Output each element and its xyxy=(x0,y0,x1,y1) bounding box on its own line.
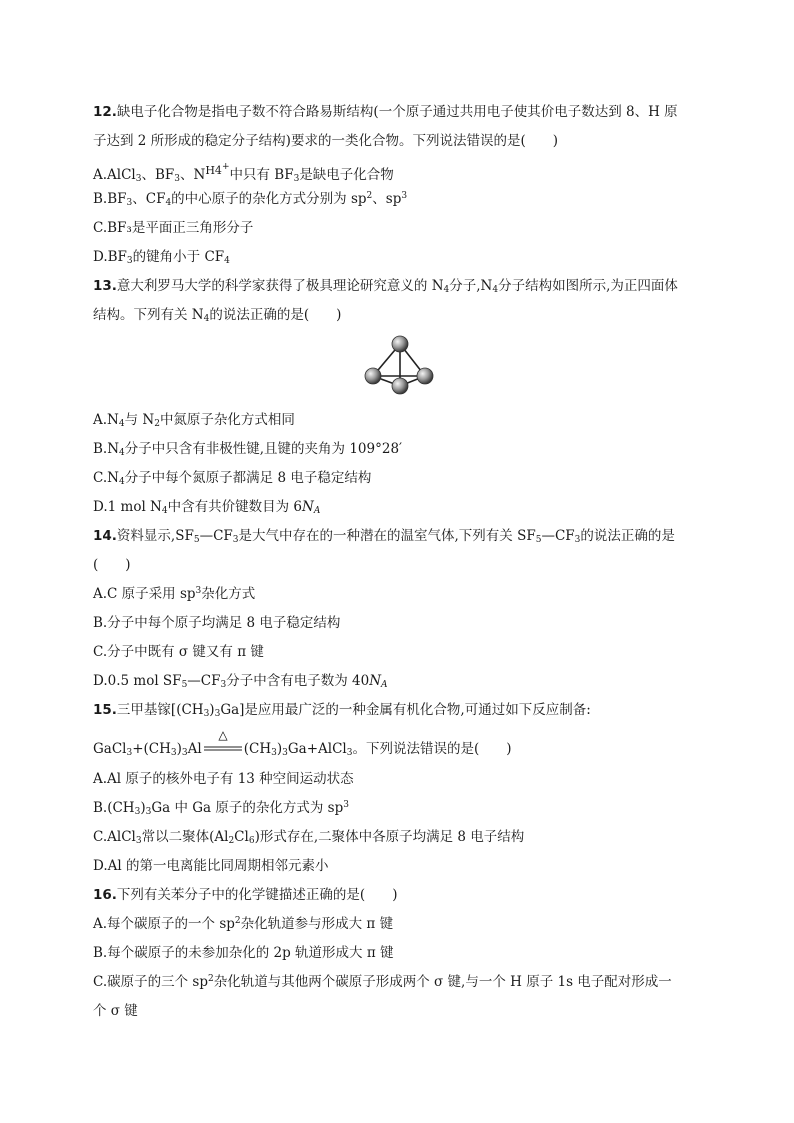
q16-number: 16. xyxy=(93,887,117,903)
q12-option-b: $B.BF_3$、$CF_4$的中心原子的杂化方式分别为 $sp^2$、$sp^3$ xyxy=(93,191,408,208)
q13-number: 13. xyxy=(93,278,117,294)
q16-option-a: A.每个碳原子的一个 $sp^2$杂化轨道参与形成大 π 键 xyxy=(93,916,394,932)
q16-option-c-line2: 个 σ 键 xyxy=(93,1003,138,1019)
q12-stem-line2: 子达到 2 所形成的稳定分子结构)要求的一类化合物。下列说法错误的是( ) xyxy=(93,133,558,149)
nitrogen-atom-right xyxy=(417,368,433,384)
q13-option-b: $B.N_4$分子中只含有非极性键,且键的夹角为 109°28′ xyxy=(93,441,403,458)
q14-stem-line1: 14.资料显示$,SF_5—CF_3$是大气中存在的一种潜在的温室气体,下列有关 $SF_5—CF_3$的说法正确的是 xyxy=(93,528,675,545)
q13-option-c: $C.N_4$分子中每个氮原子都满足 8 电子稳定结构 xyxy=(93,470,372,487)
nitrogen-atom-top xyxy=(392,336,408,352)
q12-stem-line1: 12.缺电子化合物是指电子数不符合路易斯结构(一个原子通过共用电子使其价电子数达到 8、H 原 xyxy=(93,104,678,120)
q16-option-c-line1: C.碳原子的三个 $sp^2$杂化轨道与其他两个碳原子形成两个 σ 键,与一个 H 原子 1s 电子配对形成一 xyxy=(93,974,672,990)
nitrogen-atom-left xyxy=(365,368,381,384)
q13-option-d: D.1 mol $N_4$中含有共价键数目为 $6N_A$ xyxy=(93,499,321,516)
q14-option-c: C.分子中既有 σ 键又有 π 键 xyxy=(93,644,264,660)
heat-triangle-icon: △ xyxy=(218,727,228,742)
q13-option-a: $A.N_4$与 $N_2$中氮原子杂化方式相同 xyxy=(93,412,295,429)
q12-number: 12. xyxy=(93,104,117,120)
exam-page xyxy=(93,98,703,1026)
n4-molecule-diagram xyxy=(363,334,435,398)
q15-number: 15. xyxy=(93,702,117,718)
nitrogen-atom-front xyxy=(392,378,408,394)
q12-option-a: A.AlCl$_3$、$BF_3$、$N^{H4^+}$中只有 $BF_3$是缺电子化合物 xyxy=(93,162,394,184)
q15-option-c: C.AlCl$_3$常以二聚体$(Al_2Cl_6)$形式存在,二聚体中各原子均满足 8 电子结构 xyxy=(93,829,525,846)
q15-reaction-equation: $GaCl_3+(CH_3)_3Al$ △ $(CH_3)_3Ga+AlCl_3$。下列说法错误的是( ) xyxy=(93,727,512,758)
q14-option-b: B.分子中每个原子均满足 8 电子稳定结构 xyxy=(93,615,341,631)
q12-option-d: $D.BF_3$的键角小于 $CF_4$ xyxy=(93,249,230,266)
q15-option-a: A.Al 原子的核外电子有 13 种空间运动状态 xyxy=(93,771,354,787)
q12-option-c: C.BF₃是平面正三角形分子 xyxy=(93,220,254,236)
q14-option-a: A.C 原子采用 $sp^3$杂化方式 xyxy=(93,586,256,602)
n4-tetrahedron-figure xyxy=(93,330,703,406)
q15-option-d: D.Al 的第一电离能比同周期相邻元素小 xyxy=(93,858,329,874)
q14-option-d: D.0.5 mol $SF_5—CF_3$分子中含有电子数为 $40N_A$ xyxy=(93,673,388,690)
q16-stem: 16.下列有关苯分子中的化学键描述正确的是( ) xyxy=(93,887,398,903)
q15-stem-line1: 15.三甲基镓$[(CH_3)_3Ga]$是应用最广泛的一种金属有机化合物,可通过如下反应制备: xyxy=(93,702,591,719)
q14-number: 14. xyxy=(93,528,117,544)
q15-option-b: $B.(CH_3)_3Ga$ 中 Ga 原子的杂化方式为 $sp^3$ xyxy=(93,800,349,817)
q16-option-b: B.每个碳原子的未参加杂化的 2p 轨道形成大 π 键 xyxy=(93,945,394,961)
heating-equals-sign xyxy=(202,727,244,757)
ammonium-ion-label: H4+ xyxy=(205,162,230,177)
q13-stem-line2: 结构。下列有关 $N_4$的说法正确的是( ) xyxy=(93,307,342,324)
q13-stem-line1: 13.意大利罗马大学的科学家获得了极具理论研究意义的 $N_4$分子$,N_4$分子结构如图所示,为正四面体 xyxy=(93,278,678,295)
q14-stem-line2: ( ) xyxy=(93,557,131,573)
